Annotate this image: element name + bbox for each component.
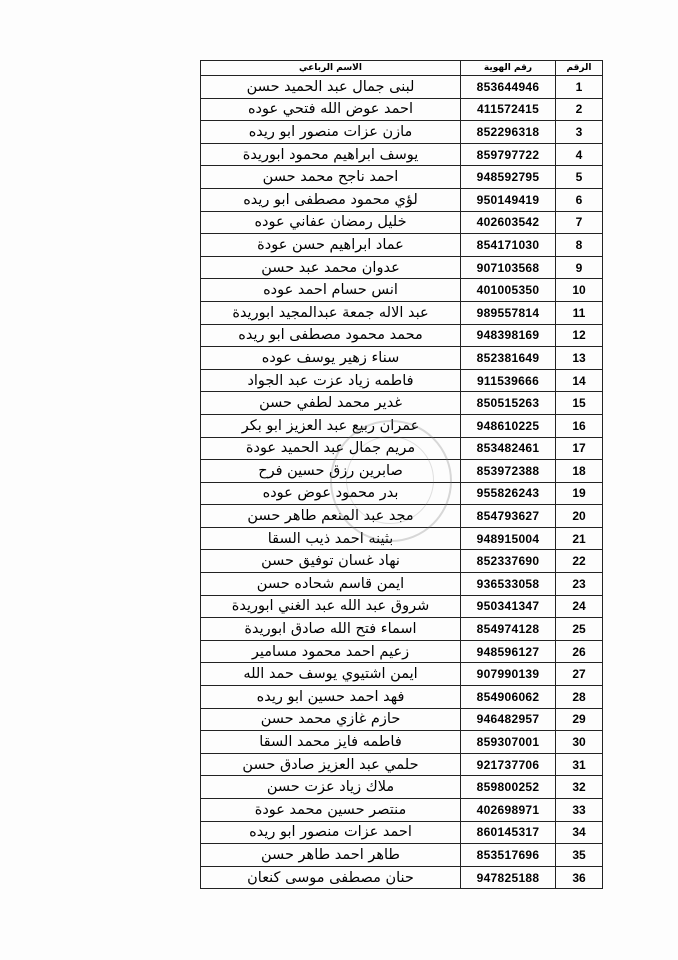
full-name-cell: ايمن قاسم شحاده حسن [201,573,461,596]
row-number-cell: 23 [556,573,603,596]
id-number-cell: 921737706 [461,753,556,776]
row-number-cell: 10 [556,279,603,302]
row-number-cell: 21 [556,527,603,550]
full-name-cell: عماد ابراهيم حسن عودة [201,234,461,257]
table-row [201,256,603,279]
table-row [201,347,603,370]
full-name-cell: احمد عوض الله فتحي عوده [201,98,461,121]
full-name-cell: انس حسام احمد عوده [201,279,461,302]
table-row [201,866,603,889]
row-number-cell: 6 [556,188,603,211]
row-number-cell: 36 [556,866,603,889]
row-number-cell: 3 [556,121,603,144]
full-name-cell: طاهر احمد طاهر حسن [201,844,461,867]
id-number-cell: 989557814 [461,301,556,324]
id-number-cell: 907103568 [461,256,556,279]
row-number-cell: 32 [556,776,603,799]
id-number-cell: 946482957 [461,708,556,731]
row-number-cell: 14 [556,369,603,392]
id-number-cell: 950149419 [461,188,556,211]
table-row [201,618,603,641]
full-name-cell: بدر محمود عوض عوده [201,482,461,505]
table-header-row [201,61,603,76]
header-full-name: الاسم الرباعي [201,61,461,76]
id-number-cell: 911539666 [461,369,556,392]
full-name-cell: فاطمه فايز محمد السقا [201,731,461,754]
id-number-cell: 402698971 [461,799,556,822]
table-row [201,188,603,211]
full-name-cell: احمد عزات منصور ابو ريده [201,821,461,844]
table-row [201,776,603,799]
id-number-cell: 948915004 [461,527,556,550]
table-row [201,301,603,324]
table-row [201,595,603,618]
full-name-cell: ملاك زياد عزت حسن [201,776,461,799]
id-number-cell: 411572415 [461,98,556,121]
row-number-cell: 33 [556,799,603,822]
id-number-cell: 860145317 [461,821,556,844]
row-number-cell: 13 [556,347,603,370]
full-name-cell: حنان مصطفى موسى كنعان [201,866,461,889]
id-number-cell: 947825188 [461,866,556,889]
full-name-cell: محمد محمود مصطفى ابو ريده [201,324,461,347]
table-row [201,460,603,483]
table-row [201,76,603,99]
table-row [201,324,603,347]
table-row [201,550,603,573]
names-table [200,60,603,889]
id-number-cell: 853972388 [461,460,556,483]
full-name-cell: حازم غازي محمد حسن [201,708,461,731]
full-name-cell: لبنى جمال عبد الحميد حسن [201,76,461,99]
table-row [201,369,603,392]
table-row [201,211,603,234]
id-number-cell: 907990139 [461,663,556,686]
row-number-cell: 8 [556,234,603,257]
table-row [201,686,603,709]
id-number-cell: 852337690 [461,550,556,573]
id-number-cell: 948398169 [461,324,556,347]
full-name-cell: لؤي محمود مصطفى ابو ريده [201,188,461,211]
id-number-cell: 859797722 [461,143,556,166]
table-row [201,121,603,144]
full-name-cell: عمران ربيع عبد العزيز ابو بكر [201,414,461,437]
header-row-number: الرقم [556,61,603,76]
table-row [201,527,603,550]
row-number-cell: 34 [556,821,603,844]
table-row [201,98,603,121]
full-name-cell: احمد ناجح محمد حسن [201,166,461,189]
full-name-cell: اسماء فتح الله صادق ابوريدة [201,618,461,641]
full-name-cell: حلمي عبد العزيز صادق حسن [201,753,461,776]
id-number-cell: 936533058 [461,573,556,596]
table-row [201,573,603,596]
full-name-cell: عدوان محمد عبد حسن [201,256,461,279]
row-number-cell: 35 [556,844,603,867]
row-number-cell: 20 [556,505,603,528]
table-row [201,279,603,302]
row-number-cell: 24 [556,595,603,618]
id-number-cell: 402603542 [461,211,556,234]
row-number-cell: 28 [556,686,603,709]
table-row [201,414,603,437]
full-name-cell: زعيم احمد محمود مسامير [201,640,461,663]
row-number-cell: 18 [556,460,603,483]
full-name-cell: مجد عبد المنعم طاهر حسن [201,505,461,528]
id-number-cell: 859800252 [461,776,556,799]
row-number-cell: 7 [556,211,603,234]
table-row [201,640,603,663]
table-row [201,505,603,528]
row-number-cell: 27 [556,663,603,686]
full-name-cell: فاطمه زياد عزت عبد الجواد [201,369,461,392]
full-name-cell: عبد الاله جمعة عبدالمجيد ابوريدة [201,301,461,324]
row-number-cell: 11 [556,301,603,324]
row-number-cell: 26 [556,640,603,663]
full-name-cell: خليل رمضان عفاني عوده [201,211,461,234]
row-number-cell: 19 [556,482,603,505]
table-body [201,76,603,889]
id-number-cell: 850515263 [461,392,556,415]
row-number-cell: 12 [556,324,603,347]
full-name-cell: يوسف ابراهيم محمود ابوريدة [201,143,461,166]
full-name-cell: منتصر حسين محمد عودة [201,799,461,822]
full-name-cell: غدير محمد لطفي حسن [201,392,461,415]
full-name-cell: نهاد غسان توفيق حسن [201,550,461,573]
table-row [201,166,603,189]
id-number-cell: 948592795 [461,166,556,189]
table-row [201,753,603,776]
table-row [201,799,603,822]
full-name-cell: صابرين رزق حسين فرح [201,460,461,483]
table-row [201,482,603,505]
full-name-cell: ايمن اشتيوي يوسف حمد الله [201,663,461,686]
row-number-cell: 25 [556,618,603,641]
id-number-cell: 401005350 [461,279,556,302]
full-name-cell: فهد احمد حسين ابو ريده [201,686,461,709]
row-number-cell: 22 [556,550,603,573]
id-number-cell: 948610225 [461,414,556,437]
id-number-cell: 853644946 [461,76,556,99]
table-row [201,143,603,166]
table-row [201,844,603,867]
table-row [201,392,603,415]
table-row [201,708,603,731]
row-number-cell: 16 [556,414,603,437]
row-number-cell: 31 [556,753,603,776]
id-number-cell: 854906062 [461,686,556,709]
row-number-cell: 4 [556,143,603,166]
row-number-cell: 1 [556,76,603,99]
table-row [201,663,603,686]
id-number-cell: 853482461 [461,437,556,460]
full-name-cell: مازن عزات منصور ابو ريده [201,121,461,144]
row-number-cell: 30 [556,731,603,754]
table-row [201,234,603,257]
id-number-cell: 955826243 [461,482,556,505]
row-number-cell: 5 [556,166,603,189]
table-row [201,731,603,754]
row-number-cell: 17 [556,437,603,460]
id-number-cell: 859307001 [461,731,556,754]
table-row [201,437,603,460]
id-number-cell: 852296318 [461,121,556,144]
id-number-cell: 950341347 [461,595,556,618]
full-name-cell: سناء زهير يوسف عوده [201,347,461,370]
id-number-cell: 854171030 [461,234,556,257]
id-number-cell: 853517696 [461,844,556,867]
id-number-cell: 854974128 [461,618,556,641]
row-number-cell: 2 [556,98,603,121]
row-number-cell: 29 [556,708,603,731]
id-number-cell: 948596127 [461,640,556,663]
id-number-cell: 854793627 [461,505,556,528]
full-name-cell: شروق عبد الله عبد الغني ابوريدة [201,595,461,618]
header-id-number: رقم الهوية [461,61,556,76]
row-number-cell: 15 [556,392,603,415]
row-number-cell: 9 [556,256,603,279]
full-name-cell: بثينه احمد ذيب السقا [201,527,461,550]
table-row [201,821,603,844]
full-name-cell: مريم جمال عبد الحميد عودة [201,437,461,460]
id-number-cell: 852381649 [461,347,556,370]
